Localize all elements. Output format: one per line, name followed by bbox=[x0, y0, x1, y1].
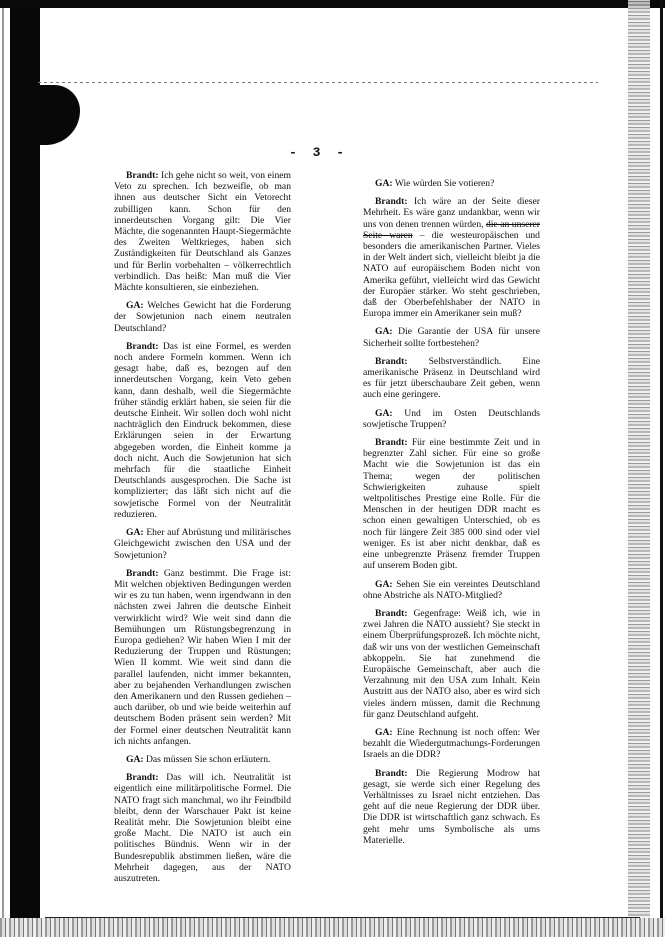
scan-border-top bbox=[0, 0, 665, 8]
speaker-label: Brandt: bbox=[126, 170, 159, 181]
paragraph bbox=[114, 341, 291, 520]
paragraph bbox=[114, 300, 291, 334]
paragraph bbox=[114, 170, 291, 293]
struck-through-text: die an unserer Seite waren bbox=[363, 218, 540, 241]
paragraph-text: Die Garantie der USA für unsere Sicherheit sollte fortbestehen? bbox=[363, 326, 540, 349]
paragraph-text: Eher auf Abrüstung und militärisches Gleichgewicht zwischen den USA und der Sowjetunion? bbox=[114, 527, 291, 561]
speaker-label: GA: bbox=[375, 178, 393, 189]
speaker-label: GA: bbox=[375, 726, 393, 738]
paragraph bbox=[363, 196, 540, 319]
paragraph bbox=[363, 356, 540, 401]
speaker-label: Brandt: bbox=[375, 196, 408, 208]
paragraph bbox=[363, 727, 540, 761]
paragraph-text: Das müssen Sie schon erläutern. bbox=[143, 753, 271, 765]
scan-fold-line bbox=[38, 82, 598, 83]
scan-artifact-left bbox=[40, 85, 80, 145]
paragraph-text: Eine Rechnung ist noch offen: Wer bezahlt die Wiedergutmachungs-Forderungen Israels an die DDR? bbox=[363, 726, 540, 761]
paragraph bbox=[114, 568, 291, 747]
paragraph-text: Ganz bestimmt. Die Frage ist: Mit welchen objektiven Bedingungen werden wir es zu tun haben, wenn irgendwann in den nächsten zwei Jahren die deutsche Einheit verwirklicht wird? Wie weit sind dann die Bemühungen um Rüstungsbegrenzung in Europa gediehen? Wir haben Wien I mit der Reduzierung der Truppen und Rüstungen; Wien II kommt. Wie weit sind dann die parallel laufenden, nicht immer bekannten, aber zu bejahenden Verhandlungen zwischen den Amerikanern und den Russen gediehen – auch darüber, ob und wie beide weiterhin auf deutschem Boden präsent sein werden? Mit der Formel einer deutschen Neutralität kann ich nichts anfangen. bbox=[114, 567, 291, 747]
speaker-label: GA: bbox=[126, 300, 144, 312]
paragraph-text-continued: – die westeuropäischen und besonders die amerikanischen Partner. Vieles in der Welt ändert sich, vielleicht bleibt ja die NATO auf europäischem Boden nicht von Amerika geführt, vielleicht wird das Gewicht der Europäer stärker. Wo steht geschrieben, daß der Oberbefehlshaber der NATO in Europa immer ein Amerikaner sein muß? bbox=[363, 229, 540, 320]
speaker-label: Brandt: bbox=[375, 607, 408, 619]
paragraph bbox=[114, 754, 291, 765]
paragraph-text: Ich gehe nicht so weit, von einem Veto zu sprechen. Ich bezweifle, ob man ihnen aus deutscher Sicht ein Vetorecht zubilligen kann. Schon für den innerdeutschen Vorgang gilt: Die Vier Mächte, die sogenannten Haupt-Siegermächte des Zweiten Weltkrieges, haben sich Zuständigkeiten für Deutschland als Ganzes und für Berlin vorbehalten – völkerrechtlich verbindlich. Das heißt: Man muß die Vier Mächte konsultieren, sie einbeziehen. bbox=[114, 170, 291, 294]
paragraph-text: Ich wäre an der Seite dieser Mehrheit. Es wäre ganz undankbar, wenn wir uns von denen trennen würden, bbox=[363, 196, 540, 230]
speaker-label: GA: bbox=[375, 407, 393, 419]
scan-border-left-thin bbox=[2, 0, 4, 937]
speaker-label: GA: bbox=[126, 753, 144, 765]
paragraph-text: Sehen Sie ein vereintes Deutschland ohne Abstriche als NATO-Mitglied? bbox=[363, 578, 540, 601]
speaker-label: Brandt: bbox=[126, 340, 159, 352]
paragraph-text: Das ist eine Formel, es werden noch andere Formeln kommen. Wenn ich gesagt habe, daß es, bezogen auf den innerdeutschen Vorgang, kein Veto geben kann, dann deshalb, weil die Siegermächte früher ständig erklärt haben, sie seien für die deutsche Einheit. Wir sollen doch wohl nicht nachträglich den Eindruck bekommen, diese Erklärungen seien in der Erwartung abgegeben worden, die Einheit komme ja doch nicht. Auch die Sowjetunion hat sich mehrfach für die staatliche Einheit Deutschlands ausgesprochen. Die Sache ist komplizierter; das läßt sich nicht auf die sowjetische Formel von der Neutralität reduzieren. bbox=[114, 340, 291, 520]
paragraph bbox=[363, 437, 540, 571]
scan-border-left bbox=[10, 0, 40, 937]
paragraph bbox=[363, 408, 540, 430]
column-right bbox=[363, 178, 540, 853]
paragraph bbox=[363, 768, 540, 846]
speaker-label: Brandt: bbox=[126, 772, 159, 784]
speaker-label: GA: bbox=[126, 527, 144, 539]
page-number: - 3 - bbox=[289, 145, 349, 160]
speaker-label: Brandt: bbox=[375, 437, 408, 449]
paragraph bbox=[363, 579, 540, 601]
paragraph-text: Und im Osten Deutschlands sowjetische Truppen? bbox=[363, 407, 540, 430]
paragraph bbox=[114, 527, 291, 561]
paragraph bbox=[363, 608, 540, 720]
paragraph-text: Das will ich. Neutralität ist eigentlich eine militärpolitische Formel. Die NATO fragt sich manchmal, wo ihr Feindbild bleibt, denn der Warschauer Pakt ist keine Realität mehr. Die Sowjetunion bleibt eine große Macht. Die NATO ist auch ein politisches Bündnis. Wenn wir in der Bundesrepublik abstimmen ließen, wäre die Mehrheit dagegen, aus der NATO auszutreten. bbox=[114, 772, 291, 884]
scan-border-right bbox=[628, 0, 650, 937]
paragraph bbox=[114, 772, 291, 884]
speaker-label: Brandt: bbox=[375, 355, 408, 367]
paragraph bbox=[363, 326, 540, 348]
paragraph-text: Die Regierung Modrow hat gesagt, sie werde sich einer Regelung des Verhältnisses zu Israel nicht entziehen. Das geht auf die neue Regierung der DDR über. Die DDR ist wirtschaftlich ganz schwach. Es geht mehr ums Symbolische als ums Materielle. bbox=[363, 767, 540, 846]
speaker-label: GA: bbox=[375, 326, 393, 338]
column-left bbox=[114, 170, 291, 891]
paragraph-text: Wie würden Sie votieren? bbox=[392, 178, 495, 189]
paragraph-text: Gegenfrage: Weiß ich, wie in zwei Jahren die NATO aussieht? Sie steckt in einem Überprüfungsprozeß. Ich möchte nicht, daß wir uns von der westlichen Gemeinschaft abkoppeln. Sie hat zunehmend die Europäische Gemeinschaft, aber auch die Verzahnung mit den USA zum Inhalt. Kein Austritt aus der NATO also, aber es wird sich vieles ändern müssen, damit die Rechnung für ganz Deutschland aufgeht. bbox=[363, 607, 540, 720]
scan-border-bottom bbox=[0, 918, 665, 937]
speaker-label: Brandt: bbox=[126, 567, 159, 579]
paragraph-text: Welches Gewicht hat die Forderung der Sowjetunion nach einem neutralen Deutschland? bbox=[114, 300, 291, 334]
speaker-label: Brandt: bbox=[375, 767, 408, 779]
scan-edge-right bbox=[660, 0, 663, 937]
paragraph bbox=[363, 178, 540, 189]
paragraph-text: Selbstverständlich. Eine amerikanische Präsenz in Deutschland wird es für jetzt überschaubare Zeit geben, wenn auch eine geringere. bbox=[363, 355, 540, 401]
paragraph-text: Für eine bestimmte Zeit und in begrenzter Zahl sicher. Für eine so große Macht wie die Sowjetunion ist das ein Thema; wegen der politischen Schwierigkeiten zuhause spielt weltpolitisches Prestige eine Rolle. Für die Menschen in der heutigen DDR macht es schon einen gewaltigen Unterschied, ob es noch für längere Zeit 385 000 sind oder viel weniger. Es ist aber nicht denkbar, daß es eine unbegrenzte Präsenz fremder Truppen auf unserem Boden gibt. bbox=[363, 437, 540, 572]
speaker-label: GA: bbox=[375, 578, 393, 590]
